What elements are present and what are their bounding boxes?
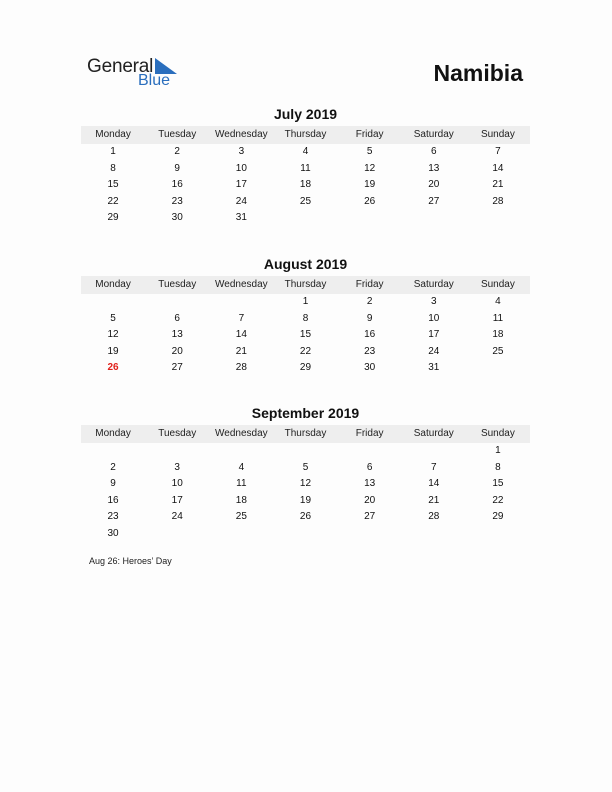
weekday-label: Thursday xyxy=(284,129,327,140)
day-cell: 17 xyxy=(235,179,247,191)
weekday-label: Sunday xyxy=(480,428,515,439)
day-cell: 29 xyxy=(107,212,119,224)
day-cell: 3 xyxy=(430,296,437,307)
day-cell: 21 xyxy=(428,494,440,506)
empty-day-cell xyxy=(273,526,337,543)
day-cell: 5 xyxy=(110,312,116,324)
day-cell: 22 xyxy=(107,195,119,207)
day-cell: 11 xyxy=(300,162,311,174)
day-cell: 18 xyxy=(235,494,247,506)
day-cell: 14 xyxy=(235,329,247,341)
weekday-label: Wednesday xyxy=(215,279,268,290)
day-cell: 13 xyxy=(171,329,183,341)
day-cell: 6 xyxy=(430,146,437,157)
day-cell: 15 xyxy=(299,329,312,341)
holiday-day-cell: 26 xyxy=(107,362,119,374)
day-cell: 27 xyxy=(364,511,376,523)
day-cell: 21 xyxy=(492,179,504,191)
empty-day-cell xyxy=(338,526,402,543)
empty-day-cell xyxy=(145,294,209,311)
weekday-label: Monday xyxy=(95,279,131,290)
logo-general-text: General xyxy=(87,56,154,77)
weekday-header xyxy=(81,276,530,294)
empty-day-cell xyxy=(466,360,530,377)
day-cell: 12 xyxy=(299,478,312,490)
weekday-label: Monday xyxy=(95,129,131,140)
day-grid xyxy=(81,294,530,377)
day-cell: 13 xyxy=(364,478,376,490)
day-cell: 22 xyxy=(492,494,504,506)
day-cell: 1 xyxy=(302,296,309,307)
day-cell: 7 xyxy=(238,312,245,324)
day-cell: 14 xyxy=(428,478,440,490)
day-cell: 6 xyxy=(366,461,373,473)
day-cell: 28 xyxy=(492,195,504,207)
month-title: August 2019 xyxy=(263,256,348,272)
weekday-header xyxy=(81,425,530,443)
day-cell: 2 xyxy=(174,146,180,157)
day-cell: 10 xyxy=(171,478,183,490)
day-cell: 5 xyxy=(366,146,373,157)
day-cell: 11 xyxy=(236,478,247,490)
day-cell: 1 xyxy=(110,146,116,157)
day-cell: 8 xyxy=(110,162,116,174)
day-cell: 3 xyxy=(174,461,180,473)
empty-day-cell xyxy=(402,210,466,227)
day-cell: 27 xyxy=(428,195,440,207)
weekday-label: Sunday xyxy=(480,279,515,290)
day-cell: 20 xyxy=(428,179,440,191)
day-cell: 16 xyxy=(171,179,183,191)
weekday-label: Tuesday xyxy=(158,428,197,439)
day-cell: 15 xyxy=(107,179,119,191)
day-cell: 16 xyxy=(364,329,376,341)
empty-day-cell xyxy=(402,443,466,460)
day-cell: 31 xyxy=(428,362,440,374)
day-cell: 30 xyxy=(364,362,376,374)
empty-day-cell xyxy=(145,526,209,543)
day-cell: 13 xyxy=(428,162,440,174)
holiday-note: Aug 26: Heroes’ Day xyxy=(89,556,172,566)
day-cell: 9 xyxy=(366,312,373,324)
day-cell: 20 xyxy=(171,345,183,357)
day-cell: 23 xyxy=(107,511,119,523)
empty-day-cell xyxy=(466,526,530,543)
day-cell: 15 xyxy=(492,478,504,490)
day-cell: 22 xyxy=(299,345,312,357)
day-cell: 17 xyxy=(428,329,440,341)
day-cell: 10 xyxy=(235,162,247,174)
empty-day-cell xyxy=(81,294,145,311)
day-cell: 29 xyxy=(492,511,504,523)
month-title: September 2019 xyxy=(251,405,360,421)
empty-day-cell xyxy=(402,526,466,543)
month-july xyxy=(81,106,530,227)
empty-day-cell xyxy=(273,443,337,460)
day-cell: 1 xyxy=(495,445,501,456)
day-grid xyxy=(81,443,530,543)
day-grid xyxy=(81,144,530,227)
day-cell: 20 xyxy=(364,494,376,506)
month-september xyxy=(81,405,530,543)
empty-day-cell xyxy=(209,294,273,311)
empty-day-cell xyxy=(273,210,337,227)
month-title: July 2019 xyxy=(273,106,338,122)
empty-day-cell xyxy=(209,526,273,543)
day-cell: 17 xyxy=(171,494,183,506)
weekday-label: Thursday xyxy=(284,279,327,290)
logo-blue-text: Blue xyxy=(138,72,171,89)
day-cell: 26 xyxy=(299,511,312,523)
day-cell: 9 xyxy=(110,478,116,490)
day-cell: 19 xyxy=(364,179,376,191)
day-cell: 31 xyxy=(235,212,247,224)
day-cell: 2 xyxy=(366,296,373,307)
weekday-label: Friday xyxy=(355,129,384,140)
day-cell: 24 xyxy=(235,195,247,207)
day-cell: 4 xyxy=(302,146,309,157)
day-cell: 23 xyxy=(364,345,376,357)
day-cell: 16 xyxy=(107,494,119,506)
day-cell: 8 xyxy=(302,312,309,324)
weekday-label: Saturday xyxy=(413,428,454,439)
empty-day-cell xyxy=(338,210,402,227)
day-cell: 25 xyxy=(299,195,312,207)
weekday-label: Saturday xyxy=(413,279,454,290)
weekday-label: Friday xyxy=(355,279,384,290)
day-cell: 12 xyxy=(107,329,119,341)
country-title: Namibia xyxy=(433,60,523,86)
day-cell: 18 xyxy=(492,329,504,341)
day-cell: 21 xyxy=(235,345,247,357)
day-cell: 7 xyxy=(430,461,437,473)
day-cell: 10 xyxy=(428,312,440,324)
weekday-label: Thursday xyxy=(284,428,327,439)
day-cell: 11 xyxy=(492,312,504,324)
weekday-label: Monday xyxy=(95,428,131,439)
day-cell: 24 xyxy=(171,511,183,523)
weekday-label: Tuesday xyxy=(158,279,197,290)
day-cell: 26 xyxy=(364,195,376,207)
weekday-label: Sunday xyxy=(480,129,515,140)
weekday-label: Wednesday xyxy=(215,428,268,439)
day-cell: 19 xyxy=(107,345,119,357)
day-cell: 7 xyxy=(495,146,501,157)
empty-day-cell xyxy=(145,443,209,460)
day-cell: 18 xyxy=(299,179,312,191)
day-cell: 30 xyxy=(171,212,183,224)
day-cell: 28 xyxy=(235,362,247,374)
day-cell: 25 xyxy=(492,345,504,357)
day-cell: 4 xyxy=(495,296,501,307)
day-cell: 2 xyxy=(110,461,116,473)
day-cell: 6 xyxy=(174,312,180,324)
day-cell: 23 xyxy=(171,195,183,207)
day-cell: 3 xyxy=(238,146,245,157)
weekday-label: Saturday xyxy=(413,129,454,140)
day-cell: 14 xyxy=(492,162,504,174)
empty-day-cell xyxy=(81,443,145,460)
day-cell: 5 xyxy=(302,461,309,473)
weekday-label: Tuesday xyxy=(158,129,197,140)
weekday-label: Wednesday xyxy=(215,129,268,140)
day-cell: 28 xyxy=(428,511,440,523)
day-cell: 4 xyxy=(238,461,245,473)
day-cell: 9 xyxy=(174,162,180,174)
day-cell: 30 xyxy=(107,527,119,539)
day-cell: 25 xyxy=(235,511,247,523)
weekday-label: Friday xyxy=(355,428,384,439)
month-august xyxy=(81,256,530,377)
day-cell: 29 xyxy=(299,362,312,374)
day-cell: 12 xyxy=(364,162,376,174)
weekday-header xyxy=(81,126,530,144)
day-cell: 24 xyxy=(428,345,440,357)
logo xyxy=(87,56,187,92)
day-cell: 8 xyxy=(495,461,501,473)
day-cell: 19 xyxy=(299,494,312,506)
empty-day-cell xyxy=(338,443,402,460)
empty-day-cell xyxy=(466,210,530,227)
empty-day-cell xyxy=(209,443,273,460)
day-cell: 27 xyxy=(171,362,183,374)
